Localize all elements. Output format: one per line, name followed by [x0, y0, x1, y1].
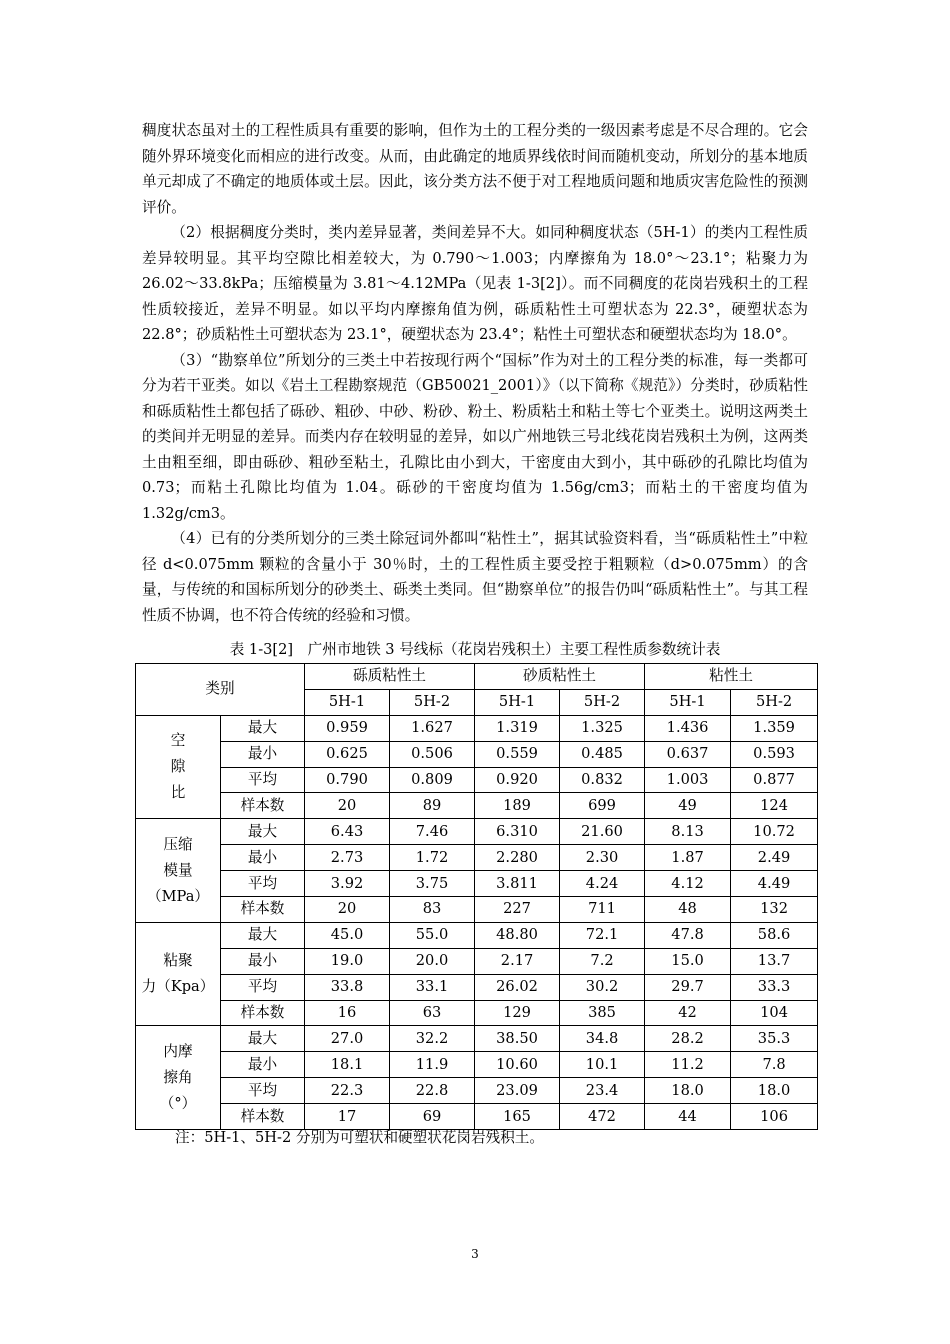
- value-cell: 48.80: [475, 922, 560, 948]
- value-cell: 1.319: [475, 715, 560, 741]
- value-cell: 27.0: [305, 1026, 390, 1052]
- value-cell: 1.72: [390, 845, 475, 871]
- table-row: [136, 793, 818, 819]
- header-group-cell: 砂质粘性土: [475, 664, 645, 690]
- value-cell: 20: [305, 793, 390, 819]
- value-cell: 89: [390, 793, 475, 819]
- value-cell: 17: [305, 1104, 390, 1130]
- value-cell: 0.625: [305, 741, 390, 767]
- stat-label-cell: 样本数: [221, 1000, 305, 1026]
- paragraph-4: （4）已有的分类所划分的三类土除冠词外都叫“粘性土”，据其试验资料看，当“砾质粘性土”中粒径 d<0.075mm 颗粒的含量小于 30％时，土的工程性质主要受控于粗颗粒（d>0.075mm）的含量，与传统的和国标所划分的砂类土、砾类土类同。但“勘察单位”的报告仍叫“砾质粘性土”。与其工程性质不协调，也不符合传统的经验和习惯。: [142, 530, 808, 624]
- header-group-cell: 砾质粘性土: [305, 664, 475, 690]
- value-cell: 83: [390, 897, 475, 923]
- table-row: [136, 1026, 818, 1052]
- stat-label-cell: 最大: [221, 819, 305, 845]
- table-row: [136, 845, 818, 871]
- value-cell: 699: [560, 793, 645, 819]
- stat-label-cell: 平均: [221, 1078, 305, 1104]
- value-cell: 0.506: [390, 741, 475, 767]
- section-label: 内摩 擦角 （°）: [159, 1042, 197, 1112]
- value-cell: 33.8: [305, 974, 390, 1000]
- page-number: 3: [471, 1247, 479, 1261]
- header-sub-cell: 5H-1: [645, 689, 731, 715]
- value-cell: 132: [731, 897, 818, 923]
- paragraph-2: （2）根据稠度分类时，类内差异显著，类间差异不大。如同种稠度状态（5H-1）的类内工程性质差异较明显。其平均空隙比相差较大，为 0.790～1.003；内摩擦角为 18.0°～23.1°；粘聚力为 26.02～33.8kPa；压缩模量为 3.81～4.12MPa（见表 1-3[2]）。而不同稠度的花岗岩残积土的工程性质较接近，差异不明显。如以平均内摩擦角值为例，砾质粘性土可塑状态为 22.3°，硬塑状态为 22.8°；砂质粘性土可塑状态为 23.1°，硬塑状态为 23.4°；粘性土可塑状态和硬塑状态均为 18.0°。: [142, 224, 808, 343]
- value-cell: 2.73: [305, 845, 390, 871]
- table-row: [136, 1000, 818, 1026]
- value-cell: 0.593: [731, 741, 818, 767]
- stat-label-cell: 样本数: [221, 1104, 305, 1130]
- table-row: [136, 974, 818, 1000]
- value-cell: 1.627: [390, 715, 475, 741]
- value-cell: 124: [731, 793, 818, 819]
- value-cell: 11.9: [390, 1052, 475, 1078]
- value-cell: 11.2: [645, 1052, 731, 1078]
- stat-label-cell: 样本数: [221, 897, 305, 923]
- value-cell: 33.3: [731, 974, 818, 1000]
- stat-label-cell: 最小: [221, 1052, 305, 1078]
- value-cell: 6.310: [475, 819, 560, 845]
- header-sub-cell: 5H-2: [390, 689, 475, 715]
- value-cell: 2.280: [475, 845, 560, 871]
- table-header-row: [136, 664, 818, 690]
- header-group-cell: 粘性土: [645, 664, 818, 690]
- value-cell: 22.8: [390, 1078, 475, 1104]
- value-cell: 4.12: [645, 871, 731, 897]
- value-cell: 58.6: [731, 922, 818, 948]
- value-cell: 227: [475, 897, 560, 923]
- value-cell: 18.0: [731, 1078, 818, 1104]
- header-sub-cell: 5H-2: [560, 689, 645, 715]
- value-cell: 472: [560, 1104, 645, 1130]
- value-cell: 45.0: [305, 922, 390, 948]
- stat-label-cell: 平均: [221, 974, 305, 1000]
- stat-label-cell: 样本数: [221, 793, 305, 819]
- value-cell: 0.790: [305, 767, 390, 793]
- header-sub-cell: 5H-2: [731, 689, 818, 715]
- value-cell: 2.30: [560, 845, 645, 871]
- value-cell: 49: [645, 793, 731, 819]
- value-cell: 55.0: [390, 922, 475, 948]
- value-cell: 0.920: [475, 767, 560, 793]
- section-label-cell: [136, 1026, 221, 1130]
- value-cell: 3.92: [305, 871, 390, 897]
- value-cell: 16: [305, 1000, 390, 1026]
- value-cell: 711: [560, 897, 645, 923]
- paragraph-1: 稠度状态虽对土的工程性质具有重要的影响，但作为土的工程分类的一级因素考虑是不尽合理的。它会随外界环境变化而相应的进行改变。从而，由此确定的地质界线依时间而随机变动，所划分的基本地质单元却成了不确定的地质体或土层。因此，该分类方法不便于对工程地质问题和地质灾害危险性的预测评价。: [142, 122, 808, 216]
- value-cell: 72.1: [560, 922, 645, 948]
- value-cell: 0.559: [475, 741, 560, 767]
- value-cell: 7.8: [731, 1052, 818, 1078]
- value-cell: 28.2: [645, 1026, 731, 1052]
- section-label-cell: [136, 819, 221, 923]
- table-row: [136, 819, 818, 845]
- value-cell: 1.359: [731, 715, 818, 741]
- table-note: 注：5H-1、5H-2 分别为可塑状和硬塑状花岗岩残积土。: [175, 1129, 544, 1146]
- value-cell: 104: [731, 1000, 818, 1026]
- stat-label-cell: 最小: [221, 948, 305, 974]
- table-row: [136, 767, 818, 793]
- value-cell: 38.50: [475, 1026, 560, 1052]
- value-cell: 4.24: [560, 871, 645, 897]
- table-row: [136, 897, 818, 923]
- stat-label-cell: 平均: [221, 871, 305, 897]
- value-cell: 0.959: [305, 715, 390, 741]
- value-cell: 18.0: [645, 1078, 731, 1104]
- table-caption: 表 1-3[2] 广州市地铁 3 号线标（花岗岩残积土）主要工程性质参数统计表: [229, 641, 721, 658]
- value-cell: 10.60: [475, 1052, 560, 1078]
- value-cell: 33.1: [390, 974, 475, 1000]
- value-cell: 1.325: [560, 715, 645, 741]
- value-cell: 20.0: [390, 948, 475, 974]
- value-cell: 106: [731, 1104, 818, 1130]
- value-cell: 42: [645, 1000, 731, 1026]
- parameter-table: [135, 663, 818, 1130]
- value-cell: 10.1: [560, 1052, 645, 1078]
- stat-label-cell: 最大: [221, 922, 305, 948]
- value-cell: 32.2: [390, 1026, 475, 1052]
- value-cell: 1.003: [645, 767, 731, 793]
- value-cell: 26.02: [475, 974, 560, 1000]
- stat-label-cell: 平均: [221, 767, 305, 793]
- value-cell: 0.809: [390, 767, 475, 793]
- value-cell: 30.2: [560, 974, 645, 1000]
- header-sub-cell: 5H-1: [305, 689, 390, 715]
- value-cell: 3.75: [390, 871, 475, 897]
- value-cell: 4.49: [731, 871, 818, 897]
- table-row: [136, 922, 818, 948]
- value-cell: 63: [390, 1000, 475, 1026]
- table-row: [136, 871, 818, 897]
- value-cell: 21.60: [560, 819, 645, 845]
- value-cell: 22.3: [305, 1078, 390, 1104]
- value-cell: 0.877: [731, 767, 818, 793]
- stat-label-cell: 最大: [221, 1026, 305, 1052]
- value-cell: 1.436: [645, 715, 731, 741]
- value-cell: 20: [305, 897, 390, 923]
- value-cell: 23.09: [475, 1078, 560, 1104]
- section-label-cell: [136, 922, 221, 1026]
- table-row: [136, 1104, 818, 1130]
- value-cell: 35.3: [731, 1026, 818, 1052]
- table-row: [136, 1052, 818, 1078]
- value-cell: 34.8: [560, 1026, 645, 1052]
- table-row: [136, 715, 818, 741]
- value-cell: 18.1: [305, 1052, 390, 1078]
- value-cell: 44: [645, 1104, 731, 1130]
- value-cell: 69: [390, 1104, 475, 1130]
- value-cell: 8.13: [645, 819, 731, 845]
- value-cell: 29.7: [645, 974, 731, 1000]
- value-cell: 7.46: [390, 819, 475, 845]
- value-cell: 0.832: [560, 767, 645, 793]
- value-cell: 1.87: [645, 845, 731, 871]
- value-cell: 129: [475, 1000, 560, 1026]
- value-cell: 48: [645, 897, 731, 923]
- body-text: [142, 118, 808, 628]
- value-cell: 47.8: [645, 922, 731, 948]
- stat-label-cell: 最小: [221, 741, 305, 767]
- value-cell: 2.49: [731, 845, 818, 871]
- value-cell: 6.43: [305, 819, 390, 845]
- value-cell: 15.0: [645, 948, 731, 974]
- value-cell: 385: [560, 1000, 645, 1026]
- paragraph-3: （3）“勘察单位”所划分的三类土中若按现行两个“国标”作为对土的工程分类的标准，每一类都可分为若干亚类。如以《岩土工程勘察规范（GB50021_2001）》（以下简称《规范》）分类时，砂质粘性和砾质粘性土都包括了砾砂、粗砂、中砂、粉砂、粉土、粉质粘土和粘土等七个亚类土。说明这两类土的类间并无明显的差异。而类内存在较明显的差异，如以广州地铁三号北线花岗岩残积土为例，这两类土由粗至细，即由砾砂、粗砂至粘土，孔隙比由小到大，干密度由大到小，其中砾砂的孔隙比均值为 0.73；而粘土孔隙比均值为 1.04。砾砂的干密度均值为 1.56g/cm3；而粘土的干密度均值为 1.32g/cm3。: [142, 351, 808, 522]
- value-cell: 189: [475, 793, 560, 819]
- value-cell: 3.811: [475, 871, 560, 897]
- value-cell: 0.637: [645, 741, 731, 767]
- table-row: [136, 741, 818, 767]
- value-cell: 19.0: [305, 948, 390, 974]
- section-label: 压缩 模量 （MPa）: [147, 835, 209, 905]
- value-cell: 10.72: [731, 819, 818, 845]
- table-row: [136, 1078, 818, 1104]
- section-label: 空 隙 比: [170, 732, 186, 802]
- value-cell: 0.485: [560, 741, 645, 767]
- header-sub-cell: 5H-1: [475, 689, 560, 715]
- table-row: [136, 948, 818, 974]
- value-cell: 165: [475, 1104, 560, 1130]
- section-label: 粘聚 力（Kpa）: [141, 952, 215, 996]
- section-label-cell: [136, 715, 221, 819]
- value-cell: 7.2: [560, 948, 645, 974]
- value-cell: 23.4: [560, 1078, 645, 1104]
- value-cell: 2.17: [475, 948, 560, 974]
- header-category-cell: 类别: [136, 664, 305, 716]
- value-cell: 13.7: [731, 948, 818, 974]
- stat-label-cell: 最大: [221, 715, 305, 741]
- stat-label-cell: 最小: [221, 845, 305, 871]
